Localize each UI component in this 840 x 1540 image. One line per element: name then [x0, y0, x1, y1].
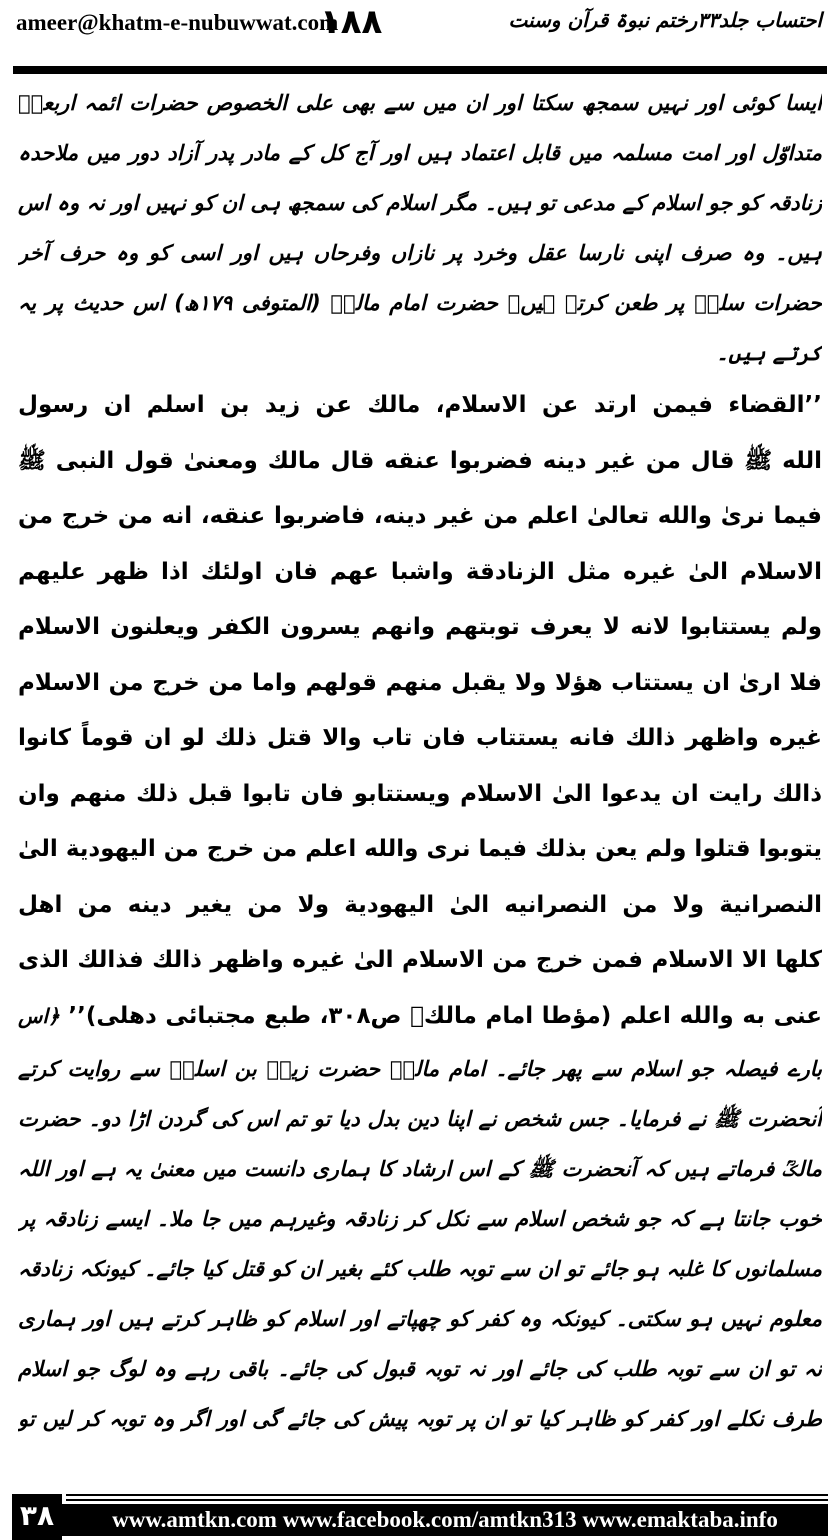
translation-start: ﴿اس [18, 1003, 60, 1028]
arabic-quote-line: يتوبوا قتلوا ولم يعن بذلك فيما نرى والله اعلم من خرج من اليهودية الىٰ [18, 836, 822, 862]
arabic-quote-line: الله ﷺ قال من غير دينه فضربوا عنقه قال مالك ومعنىٰ قول النبى ﷺ [18, 447, 822, 474]
quote-citation: عنى به والله اعلم (مؤطا امام مالكؒ ص۳۰۸، طبع مجتبائى دهلى)’’ [68, 1002, 822, 1029]
arabic-quote-line: ’’القضاء فيمن ارتد عن الاسلام، مالك عن زيد بن اسلم ان رسول [18, 392, 822, 418]
text-line: آنحضرت ﷺ نے فرمایا۔ جس شخص نے اپنا دین بدل دیا تو تم اس کی گردن اڑا دو۔ حضرت [18, 1107, 822, 1131]
arabic-quote-line: الاسلام الىٰ غيره مثل الزنادقة واشبا عهم فان اولئك اذا ظهر عليهم [18, 558, 822, 585]
header-book-title: احتساب جلد۳۳رختم نبوۃ قرآن وسنت [508, 8, 822, 32]
text-line: نہ تو ان سے توبہ طلب کی جائے اور نہ توبہ قبول کی جائے۔ باقی رہے وہ لوگ جو اسلام [18, 1357, 822, 1381]
text-line: حضرات سلفؒ پر طعن کرتے ہیں۔ حضرت امام مالکؒ (المتوفی ۱۷۹ھ) اس حدیث پر یہ [18, 291, 822, 315]
arabic-quote-line: ذالك رايت ان يدعوا الىٰ الاسلام ويستتابو فان تابوا قبل ذلك منهم وان [18, 780, 822, 807]
page-body [18, 78, 822, 1444]
text-line: خوب جانتا ہے کہ جو شخص اسلام سے نکل کر زنادقہ وغیرہم میں جا ملا۔ ایسے زنادقہ پر [18, 1207, 822, 1231]
footer-divider [66, 1499, 828, 1501]
text-line: طرف نکلے اور کفر کو ظاہر کیا تو ان پر توبہ پیش کی جائے گی اور اگر وہ توبہ کر لیں تو [18, 1407, 822, 1431]
header-email: ameer@khatm-e-nubuwwat.com [16, 10, 339, 35]
footer-links: www.amtkn.com www.facebook.com/amtkn313 www.emaktaba.info [62, 1504, 828, 1536]
text-line: مالکؒ فرماتے ہیں کہ آنحضرت ﷺ کے اس ارشاد کا ہماری دانست میں معنیٰ یہ ہے اور اللہ [18, 1157, 822, 1181]
header-page-number: ۱۸۸ [320, 2, 383, 42]
text-line: بارے فیصلہ جو اسلام سے پھر جائے۔ امام مالکؒ حضرت زیدؒ بن اسلمؒ سے روایت کرتے [18, 1057, 822, 1081]
arabic-quote-line: فيما نرىٰ والله تعالىٰ اعلم من غير دينه، فاضربوا عنقه، انه من خرج من [18, 503, 822, 529]
arabic-quote-line [18, 989, 822, 1045]
header-divider [13, 66, 827, 74]
text-line: ایسا کوئی اور نہیں سمجھ سکتا اور ان میں سے بھی علی الخصوص حضرات ائمہ اربعہؒ [18, 91, 822, 115]
text-line: معلوم نہیں ہو سکتی۔ کیونکہ وہ کفر کو چھپاتے اور اسلام کو ظاہر کرتے ہیں اور ہماری [18, 1307, 822, 1331]
footer-divider [66, 1494, 828, 1496]
arabic-quote-line: النصرانية ولا من النصرانيه الىٰ اليهودية ولا من يغير دينه من اهل [18, 891, 822, 918]
text-line: زنادقہ کو جو اسلام کے مدعی تو ہیں۔ مگر اسلام کی سمجھ ہی ان کو نہیں اور نہ وہ اس [18, 191, 822, 215]
arabic-quote-line: كلها الا الاسلام فمن خرج من الاسلام الىٰ غيره واظهر ذالك فذالك الذى [18, 947, 822, 973]
text-line: مسلمانوں کا غلبہ ہو جائے تو ان سے توبہ طلب کئے بغیر ان کو قتل کیا جائے۔ کیونکہ زنادقہ [18, 1257, 822, 1281]
arabic-quote-line: ولم يستتابوا لانه لا يعرف توبتهم وانهم يسرون الكفر ويعلنون الاسلام [18, 614, 822, 640]
text-line: ہیں۔ وہ صرف اپنی نارسا عقل وخرد پر نازاں وفرحاں ہیں اور اسی کو وہ حرف آخر [18, 241, 822, 265]
text-line: متداوّل اور امت مسلمہ میں قابل اعتماد ہیں اور آج کل کے مادر پدر آزاد دور میں ملاحدہ [18, 141, 822, 165]
arabic-quote-line: غيره واظهر ذالك فانه يستتاب فان تاب والا قتل ذلك لو ان قوماً كانوا [18, 725, 822, 751]
arabic-quote-line: فلا ارىٰ ان يستتاب هؤلا ولا يقبل منهم قولهم واما من خرج من الاسلام [18, 669, 822, 696]
footer-page-number: ۳۸ [12, 1494, 62, 1540]
text-line: کرتے ہیں۔ [716, 341, 822, 365]
